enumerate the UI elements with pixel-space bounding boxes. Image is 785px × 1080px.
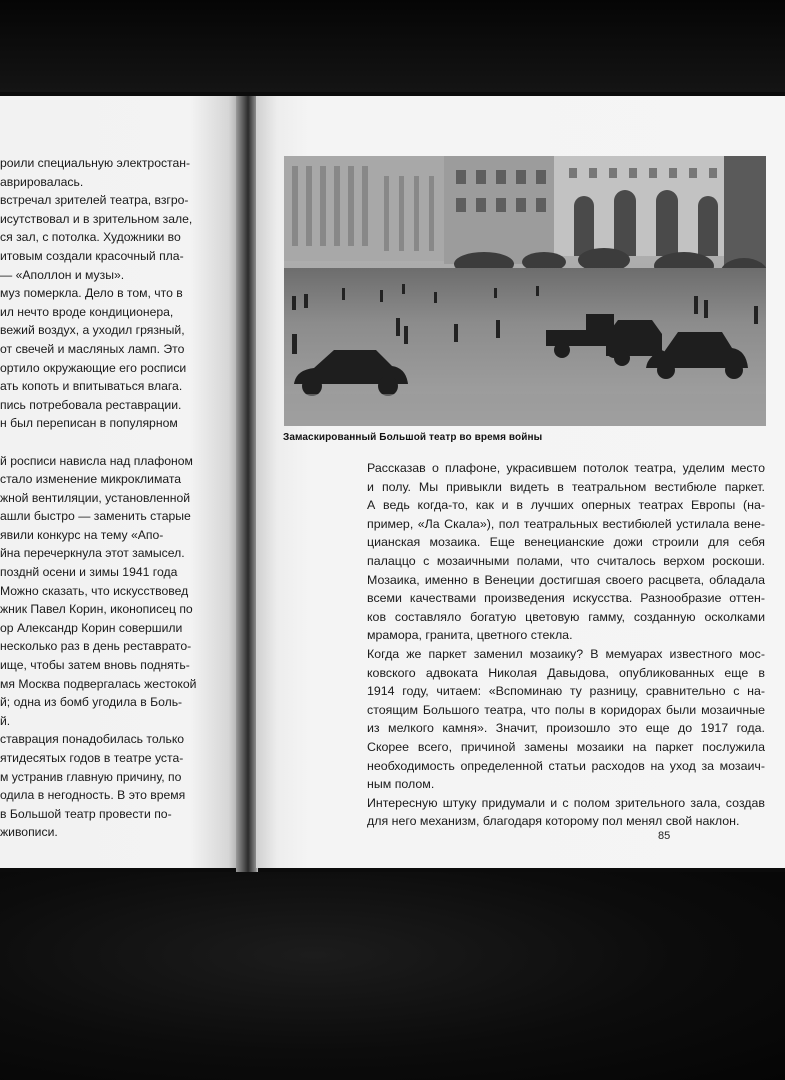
left-text-line <box>0 433 222 452</box>
right-text-line: стоящим Большого театра, что полы в коридорах были мозаичные <box>367 702 765 717</box>
left-text-line: ил нечто вроде кондиционера, <box>0 304 174 319</box>
right-text-line: Скорее всего, причиной замены мозаики на паркет послужила <box>367 739 765 754</box>
right-text-line: Когда же паркет заменил мозаику? В мемуарах известного мос- <box>367 646 765 661</box>
left-text-line: пись потребовала реставрации. <box>0 397 182 412</box>
left-text-line: ать копоть и впитываться влага. <box>0 379 183 394</box>
left-text-line: й росписи нависла над плафоном <box>0 453 193 468</box>
scan-background-top <box>0 0 785 92</box>
left-text-line: стало изменение микроклимата <box>0 472 182 487</box>
left-text-line: ище, чтобы затем вновь поднять- <box>0 658 190 673</box>
left-text-line: ор Александр Корин совершили <box>0 620 183 635</box>
wartime-street-photo <box>284 156 766 426</box>
right-text-line: Интересную штуку придумали и с полом зрительного зала, создав <box>367 795 765 810</box>
left-text-line: м устранив главную причину, по <box>0 769 182 784</box>
left-text-line: в Большой театр провести по- <box>0 806 172 821</box>
book-gutter <box>236 96 258 872</box>
right-text-line: ков составляло богатую цветовую гамму, созданную осколками <box>367 609 765 624</box>
left-text-line: жник Павел Корин, иконописец по <box>0 602 193 617</box>
left-text-line: от свечей и масляных ламп. Это <box>0 341 185 356</box>
right-text-line: Мозаика, именно в Венеции достигшая своего расцвета, обладала <box>367 572 765 587</box>
left-text-line: йна перечеркнула этот замысел. <box>0 546 185 561</box>
left-text-line: роили специальную электростан- <box>0 156 191 170</box>
left-page-text <box>0 154 222 842</box>
right-text-line: и полу. Мы привыкли видеть в театральном вестибюле паркет. <box>367 479 765 494</box>
right-text-line: мрамора, гранита, цветного стекла. <box>367 628 573 643</box>
right-page-text <box>367 459 765 831</box>
left-text-line: исутствовал и в зрительном зале, <box>0 211 193 226</box>
right-text-line: цианская мозаика. Еще венецианские дожи строили для себя <box>367 535 765 550</box>
left-text-line: муз померкла. Дело в том, что в <box>0 286 183 301</box>
left-text-line: н был переписан в популярном <box>0 416 178 431</box>
right-text-line: Рассказав о плафоне, украсившем потолок театра, уделим место <box>367 461 765 475</box>
left-text-line: ставрация понадобилась только <box>0 732 185 747</box>
photo-caption: Замаскированный Большой театр во время войны <box>283 432 543 443</box>
right-text-line: необходимость определенной статьи расходов на уход за мозаич- <box>367 758 765 773</box>
left-text-line: живописи. <box>0 825 58 840</box>
scan-background-bottom <box>0 872 785 1080</box>
theatre-photo <box>284 156 766 426</box>
left-text-line: несколько раз в день реставрато- <box>0 639 192 654</box>
left-text-line: ятидесятых годов в театре уста- <box>0 751 184 765</box>
right-text-line: палаццо с мозаичными полами, что считалось верхом роскоши. <box>367 553 765 568</box>
right-text-line: пример, «Ла Скала»), пол театральных вестибюлей устилала вене- <box>367 516 765 531</box>
left-text-line: вежий воздух, а уходил грязный, <box>0 323 185 338</box>
right-text-line: из мелкого камня». Значит, произошло это еще до 1917 года. <box>367 721 765 736</box>
right-text-line: 1914 году, читаем: «Вспоминаю ту разницу, сравнительно с на- <box>367 684 765 699</box>
left-text-line: позднй осени и зимы 1941 года <box>0 565 178 580</box>
left-text-line: ортило окружающие его росписи <box>0 360 187 375</box>
right-text-line: ным полом. <box>367 777 435 792</box>
left-text-line: й. <box>0 713 11 728</box>
right-text-line: А ведь когда-то, как и в лучших оперных театрах Европы (на- <box>367 498 765 513</box>
left-text-line: мя Москва подвергалась жестокой <box>0 676 197 691</box>
left-text-line: ся зал, с потолка. Художники во <box>0 230 181 245</box>
left-text-line: жной вентиляции, установленной <box>0 490 191 505</box>
left-text-line: встречал зрителей театра, взгро- <box>0 193 189 208</box>
left-text-line: — «Аполлон и музы». <box>0 267 125 282</box>
left-text-line: итовым создали красочный пла- <box>0 248 184 263</box>
right-text-line: всеми качествами произведения искусства. Разнообразие оттен- <box>367 591 765 606</box>
right-text-line: для него механизм, благодаря которому пол менял свой наклон. <box>367 814 740 829</box>
left-text-line: й; одна из бомб угодила в Боль- <box>0 695 183 710</box>
left-page <box>0 96 238 868</box>
left-text-line: явили конкурс на тему «Апо- <box>0 527 164 542</box>
left-text-line: аврировалась. <box>0 174 84 189</box>
left-text-line: одила в негодность. В это время <box>0 788 186 803</box>
left-text-line: Можно сказать, что искусствовед <box>0 583 189 598</box>
page-number: 85 <box>658 830 671 842</box>
left-text-line: ашли быстро — заменить старые <box>0 509 191 524</box>
right-text-line: ковского адвоката Николая Давыдова, опубликованных еще в <box>367 665 765 680</box>
right-page <box>256 96 785 868</box>
